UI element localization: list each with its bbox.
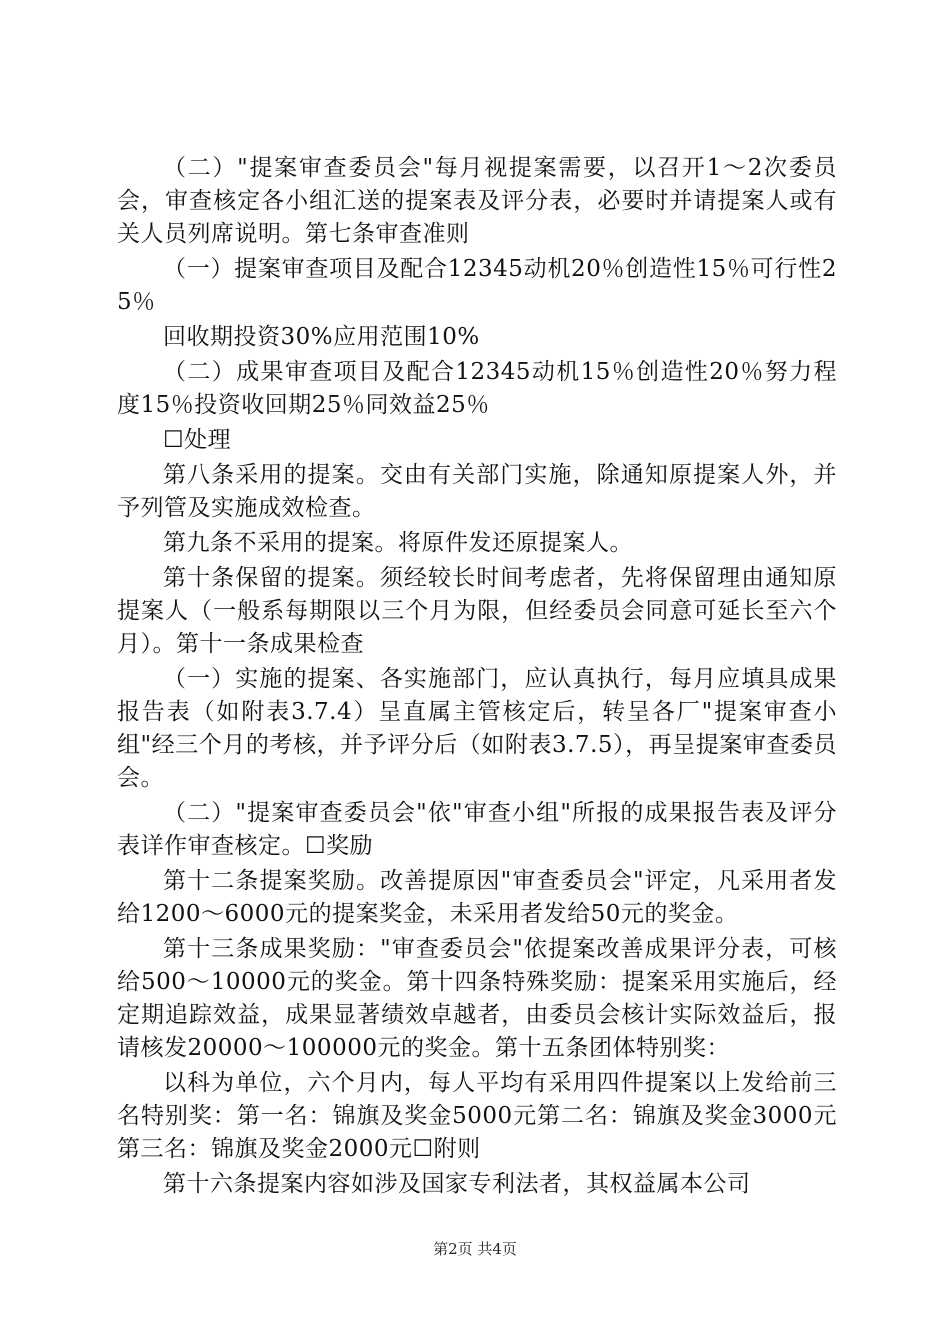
paragraph-2: （一）提案审查项目及配合12345动机20％创造性15％可行性25％ bbox=[117, 256, 837, 315]
paragraph-7: 第九条不采用的提案。将原件发还原提案人。 bbox=[163, 530, 633, 556]
paragraph-6: 第八条采用的提案。交由有关部门实施，除通知原提案人外，并予列管及实施成效检查。 bbox=[117, 462, 837, 521]
paragraph-5: ☐处理 bbox=[163, 427, 232, 453]
paragraph-4: （二）成果审查项目及配合12345动机15％创造性20％努力程度15％投资收回期25％同效益25％ bbox=[117, 359, 837, 418]
document-body bbox=[117, 152, 837, 1203]
paragraph-1: （二）"提案审查委员会"每月视提案需要，以召开1～2次委员会，审查核定各小组汇送的提案表及评分表，必要时并请提案人或有关人员列席说明。第七条审查准则 bbox=[117, 155, 837, 247]
paragraph-11: 第十二条提案奖励。改善提原因"审查委员会"评定，凡采用者发给1200～6000元的提案奖金，未采用者发给50元的奖金。 bbox=[117, 868, 837, 927]
paragraph-3: 回收期投资30%应用范围10% bbox=[163, 324, 480, 350]
paragraph-8: 第十条保留的提案。须经较长时间考虑者，先将保留理由通知原提案人（一般系每期限以三个月为限，但经委员会同意可延长至六个月）。第十一条成果检查 bbox=[117, 565, 837, 657]
paragraph-9: （一）实施的提案、各实施部门，应认真执行，每月应填具成果报告表（如附表3.7.4）呈直属主管核定后，转呈各厂"提案审查小组"经三个月的考核，并予评分后（如附表3.7.5），再呈提案审查委员会。 bbox=[117, 666, 837, 791]
paragraph-12: 第十三条成果奖励："审查委员会"依提案改善成果评分表，可核给500～10000元的奖金。第十四条特殊奖励：提案采用实施后，经定期追踪效益，成果显著绩效卓越者，由委员会核计实际效益后，报请核发20000～100000元的奖金。第十五条团体特别奖： bbox=[117, 936, 837, 1061]
page-number-footer: 第2页 共4页 bbox=[433, 1240, 517, 1258]
paragraph-13: 以科为单位，六个月内，每人平均有采用四件提案以上发给前三名特别奖：第一名：锦旗及奖金5000元第二名：锦旗及奖金3000元第三名：锦旗及奖金2000元☐附则 bbox=[117, 1070, 837, 1162]
paragraph-14: 第十六条提案内容如涉及国家专利法者，其权益属本公司 bbox=[163, 1171, 751, 1197]
paragraph-10: （二）"提案审查委员会"依"审查小组"所报的成果报告表及评分表详作审查核定。☐奖励 bbox=[117, 800, 837, 859]
